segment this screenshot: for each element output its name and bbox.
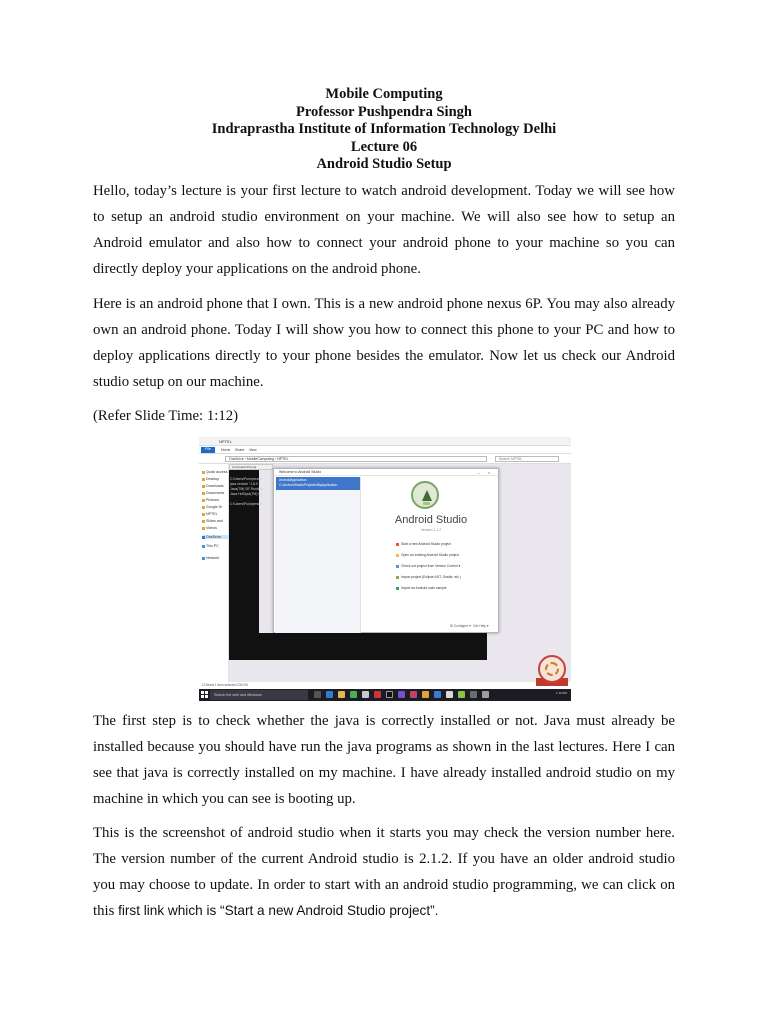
nav-item: Downloads <box>202 484 224 488</box>
nav-item: This PC <box>202 544 219 548</box>
recent-project-name: AndroidApplication <box>279 478 307 482</box>
ribbon-file-tab: File <box>201 447 215 453</box>
navigation-pane <box>199 464 229 682</box>
paragraph-version <box>93 820 675 924</box>
import-sample-option: Import an Android code sample <box>396 586 447 590</box>
configure-menu: ⚙ Configure ▾ <box>450 624 471 628</box>
explorer-ribbon <box>199 446 571 454</box>
cmd-line: Java(TM) SE Runtime <box>230 487 264 491</box>
app-version: Version 2.1.2 <box>420 528 442 532</box>
folder-icon <box>396 554 399 557</box>
explorer-address-row <box>199 454 571 464</box>
address-bar: OneDrive › MobileComputing › NPTEL <box>225 456 487 462</box>
command-prompt-lower <box>229 633 487 660</box>
app-icon <box>434 691 441 698</box>
android-studio-logo-icon <box>411 481 439 509</box>
folder-icon <box>202 513 205 516</box>
android-studio-screenshot <box>199 437 571 701</box>
paragraph-version-text: This is the screenshot of android studio when it starts you may check the version number here. The version number of the current Android studio is 2.1.2. If you have an older android studio you may choose to update. In order to start with an android studio programming, we can click on this <box>93 825 675 919</box>
app-title: Android Studio <box>394 514 468 526</box>
nav-item-selected: OneDrive <box>202 535 229 539</box>
paragraph-phone: Here is an android phone that I own. This is a new android phone nexus 6P. You may also already own an android phone. Today I will show you how to connect this phone to your PC and how to deploy applications directly to your phone besides the emulator. Now let us check our Android studio setup on our machine. <box>93 296 675 390</box>
taskbar-search: Search the web and Windows <box>210 690 308 700</box>
explorer-status-bar: 12 items 1 item selected 233 KB <box>199 682 571 689</box>
folder-icon <box>202 520 205 523</box>
folder-icon <box>202 492 205 495</box>
course-title: Mobile Computing <box>325 86 443 102</box>
task-view-icon <box>314 691 321 698</box>
ribbon-tab: View <box>249 448 257 452</box>
folder-icon <box>202 499 205 502</box>
paragraph-java-check: The first step is to check whether the java is correctly installed or not. Java must already be installed because you should have run the java programs as shown in the last lectures. Here I can see that java is correctly installed on my machine. I have already installed android studio on my machine in which you can see is booting up. <box>93 713 675 807</box>
edge-icon <box>326 691 333 698</box>
explorer-title-bar: NPTEL <box>199 437 571 446</box>
cmd-line: java version "1.8.0 <box>230 482 258 486</box>
command-prompt-window <box>229 467 264 660</box>
cmd-icon <box>386 691 393 698</box>
close-icon: × <box>488 470 491 475</box>
nav-item: Documents <box>202 491 224 495</box>
cloud-icon <box>202 536 205 539</box>
welcome-dialog <box>273 468 499 633</box>
ribbon-tab: Share <box>235 448 245 452</box>
institute-seal-icon <box>538 655 566 683</box>
professor-name: Professor Pushpendra Singh <box>296 103 472 120</box>
recent-project-path: C:\AndroidStudioProjects\MyApplication <box>279 483 338 487</box>
nav-item: Pictures <box>202 498 219 502</box>
app-icon <box>374 691 381 698</box>
store-icon <box>350 691 357 698</box>
open-project-option: Open an existing Android Studio project <box>396 553 459 557</box>
recent-project-item <box>276 477 360 490</box>
computer-icon <box>202 545 205 548</box>
app-icon <box>362 691 369 698</box>
sample-icon <box>396 587 399 590</box>
windows-start-icon <box>201 691 208 698</box>
network-icon <box>202 557 205 560</box>
nav-item: Network <box>202 556 219 560</box>
paragraph-intro: Hello, today’s lecture is your first lecture to watch android development. Today we will see how to setup an android studio environment on your machine. We will also see how to setup an Android emulator and also how to connect your android phone to your machine so you can directly deploy your applications on the android phone. <box>93 183 675 277</box>
folder-icon <box>202 506 205 509</box>
vcs-checkout-option: Check out project from Version Control ▾ <box>396 564 460 568</box>
ribbon-tab: Home <box>221 448 231 452</box>
cmd-title-bar: Command Prompt <box>229 464 273 470</box>
folder-icon <box>202 485 205 488</box>
minimize-icon: – <box>478 470 481 475</box>
app-icon <box>482 691 489 698</box>
document-header <box>0 86 768 174</box>
windows-taskbar <box>199 689 571 701</box>
app-icon <box>470 691 477 698</box>
nav-item: Quick access <box>202 470 227 474</box>
import-icon <box>396 576 399 579</box>
file-explorer-icon <box>338 691 345 698</box>
folder-icon <box>202 471 205 474</box>
app-icon <box>410 691 417 698</box>
new-project-icon <box>396 543 399 546</box>
android-studio-taskbar-icon <box>458 691 465 698</box>
paragraph-version-link-text: first link which is “Start a new Android Studio project”. <box>118 903 439 918</box>
nav-item: Videos <box>202 526 217 530</box>
slide-time-reference: (Refer Slide Time: 1:12) <box>93 408 239 424</box>
import-project-option: Import project (Eclipse ADT, Gradle, etc.) <box>396 575 461 579</box>
lecture-topic: Android Studio Setup <box>316 156 452 172</box>
folder-icon <box>202 527 205 530</box>
recent-projects-pane <box>275 477 361 633</box>
search-field: Search NPTEL <box>495 456 559 462</box>
taskbar-clock: 1:12 PM <box>555 691 567 695</box>
nav-item: Google Dr <box>202 505 222 509</box>
cmd-line: Java HotSpot(TM) 64 <box>230 492 263 496</box>
institute-name: Indraprastha Institute of Information Technology Delhi <box>211 121 557 137</box>
app-icon <box>446 691 453 698</box>
dialog-title: Welcome to Android Studio <box>274 469 498 476</box>
app-icon <box>422 691 429 698</box>
folder-icon <box>202 478 205 481</box>
get-help-menu: Get Help ▾ <box>473 624 489 628</box>
cmd-line: C:\Users\Pushpendra <box>230 502 263 506</box>
cmd-line: C:\Users\Pushpendra <box>230 477 263 481</box>
nav-item: Desktop <box>202 477 219 481</box>
onenote-icon <box>398 691 405 698</box>
nav-item: NPTEL <box>202 512 218 516</box>
download-icon <box>396 565 399 568</box>
start-new-project-option: Start a new Android Studio project <box>396 542 451 546</box>
lecture-number: Lecture 06 <box>350 138 418 155</box>
nav-item: Slides and <box>202 519 223 523</box>
